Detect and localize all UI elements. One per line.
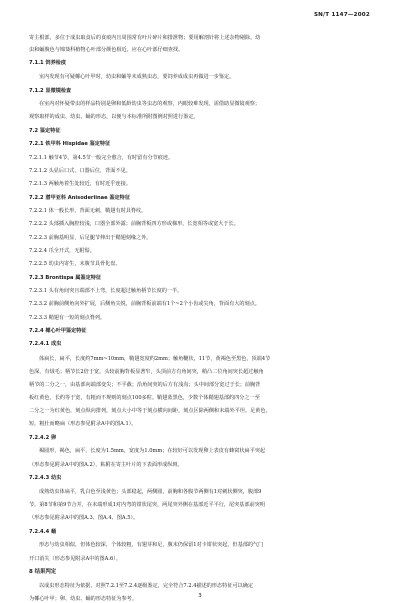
text-line: 寄主根部，多位于成虫取食后的食痕内且周围常有叶片碎片和排泄物；要用解剖针将上述杂物剔除。幼 (29, 35, 261, 41)
text-line: 7.2.2.5 幼虫内寄生，末腹节具骨化盘。 (29, 261, 121, 267)
text-line: 短，粗壮而略扁（形态参见附录A中的图A.1）。 (29, 421, 137, 427)
section-heading: 7.2.1 铁甲科 Hispidae 鉴定特征 (29, 141, 111, 147)
text-line: （形态参见附录A中的图A.3、图A.4、图A.5）。 (29, 515, 139, 521)
text-line: 色深，有绒毛；柄节长2倍于宽。头较前胸背板显著窄，头顶前方有角间突，稍凸二位角间突长超过触角 (29, 369, 264, 375)
text-line: 以成虫形态特征为依据，对照7.2.1至7.2.4逐级鉴定，完全符合7.2.4描述的形态特征可以确定 (39, 583, 254, 589)
text-line: 7.2.2.2 头部插入胸腔较浅，口器全部外露；前胸背板四方形或梯形，长宽相等或宽大于长。 (29, 221, 239, 227)
text-line: 为椰心叶甲；卵、幼虫、蛹的形态特征为参考。 (29, 596, 137, 602)
section-heading: 7.2.4.1 成虫 (29, 341, 62, 347)
text-line: 观察取样的成虫、幼虫、蛹的形态，以便与本标准所附图例对照进行鉴定。 (29, 114, 199, 120)
section-heading: 8 结果判定 (29, 569, 57, 575)
text-line: 7.2.1.3 两触角着生处较近，有时近乎连接。 (29, 181, 131, 187)
text-line: 成熟幼虫体扁平，乳白色至浅黄色；头部稳起，两侧圆，前胸和各腹节两侧有1对刺状侧突，腹部9 (39, 489, 262, 495)
text-line: 二分之一为红黄色，刻点纵向排列，刻点大小中等于刻点横向间距，刻点区除两侧和末端外平坦。足黄色， (29, 408, 271, 414)
text-line: 7.2.1.2 头显后口式，口器后位，背面不见。 (29, 168, 131, 174)
section-heading: 7.2.4.2 卵 (29, 435, 57, 441)
text-line: 节，第8节和第9节合并，在末端形成1对内弯的钳状尾突，两尾突外侧在基部近平平行，尾突基部前突明 (29, 502, 265, 508)
section-heading: 7.2.3 Brontispa 属鉴定特征 (29, 275, 101, 281)
section-heading: 7.2.4.4 蛹 (29, 529, 57, 535)
text-line: 室内发现有可疑椰心叶甲时，幼虫和蛹等未成熟虫态，要饲养成成虫再做进一步鉴定。 (39, 74, 235, 80)
section-heading: 7.2.4.3 幼虫 (29, 475, 62, 481)
text-line: 7.2.1.1 触节4节，第4.5节一般完全愈合，有时留有分节痕迹。 (29, 155, 174, 161)
section-heading: 7.2 鉴定特征 (29, 128, 61, 134)
text-line: （形态参见附录A中的图A.2），粘附在寄主叶片的下表面形成纵斑。 (29, 462, 183, 468)
section-heading: 7.2.2 潜甲亚科 Anisoderiinae 鉴定特征 (29, 195, 130, 201)
standard-code: SN/T 1147—2002 (313, 12, 370, 18)
text-line: 板红黄色，长约等于宽，有粗而不规则的刻点100多粒。鞘翅蓝黑色，少数个体鞘翅基部约四分之一至 (29, 395, 260, 401)
text-line: 体扁长，扁平，长度约7mm~10mm，鞘翅宽度约2mm；触角鞭状，11节，黄褐色至黑色，顶端4节 (39, 356, 271, 362)
text-line: 7.2.2.1 体一般长形，背面无刺，鞘翅有时具脊纹。 (29, 208, 147, 214)
text-line: 7.2.2.4 爪全开式，无附鬃。 (29, 248, 95, 254)
text-line: 褐圆形，褐色，扁平，长度为1.5mm，宽度为1.0mm；在较好可以发现卵上表皮有蜂窝状扁平突起 (39, 448, 266, 454)
section-heading: 7.1.1 饲养检疫 (29, 60, 66, 66)
text-line: 7.2.3.3 鞘翅有一短的刻点脊列。 (29, 315, 106, 321)
section-heading: 7.1.2 显微镜检查 (29, 88, 72, 94)
text-line: 7.2.2.3 前胸基明显，后足腿节伸出于鞘翅刻缘之外。 (29, 235, 152, 241)
text-line: 7.2.3.2 前胸前侧角向外扩展，后侧角尖锐，前胸背板前端有1个~2个小齿或尖角，背面有大的刻点。 (29, 301, 260, 307)
text-line: 7.2.3.1 头有角间突且端部不上弯，长度超过触角柄节长度的一半。 (29, 288, 183, 294)
text-line: 在室内对怀疑带虫的样品特别是卵和低龄幼虫等虫态的观察，内眼较难发现，需借助显微镜观察； (39, 101, 261, 107)
text-line: 形态与幼虫相似，但体色较深，个体较粗，有翅芽和足，腹末仍保留1对卡钳状突起，但基部的气门 (39, 542, 264, 548)
text-line: 开口消失（形态参见附录A中的图A.6）。 (29, 556, 122, 562)
section-heading: 7.2.4 椰心叶甲鉴定特征 (29, 328, 87, 334)
text-line: 虫和蛹腹色与锦葵科植物心叶部分颜色相近，应在心叶部仔细查找。 (29, 47, 184, 53)
page-number: 3 (198, 593, 202, 599)
text-line: 柄节的二分之一，由基部向端部变尖；不平截；沿角间突的后方有浅沟；头中间部分宽过于长；前胸背 (29, 382, 261, 388)
